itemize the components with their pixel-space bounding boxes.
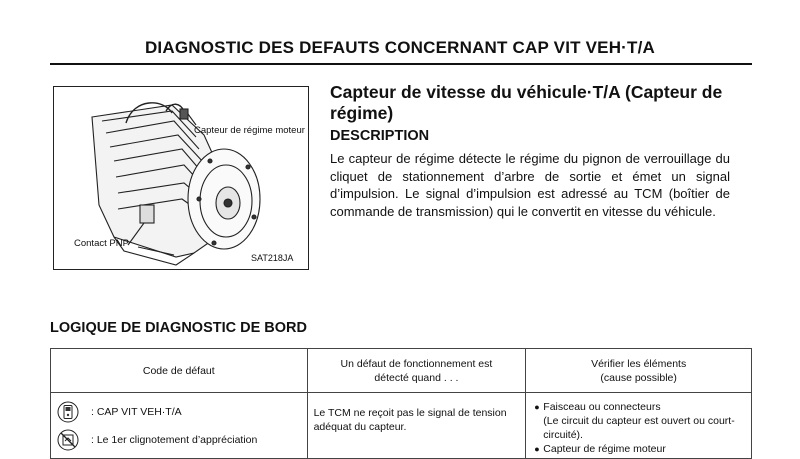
detected-cell (307, 393, 526, 459)
page-title: DIAGNOSTIC DES DEFAUTS CONCERNANT CAP VIT VEH·T/A (144, 38, 656, 57)
header-check-line1: Vérifier les éléments (591, 357, 687, 370)
description-text: Le capteur de régime détecte le régime du pignon de verrouillage du cliquet de stationnement d’arbre de sortie et émet un signal d’impulsion. Le signal d’impulsion est adressé au TCM (boîtier de commande de transmission) qui le convertit en vitesse du véhicule. (330, 151, 730, 219)
diagnostic-table (50, 348, 752, 459)
section-heading: Capteur de vitesse du véhicule·T/A (Capteur de régime) (330, 82, 723, 123)
figure-reference: SAT218JA (251, 253, 294, 263)
bullet-icon: ● (534, 402, 540, 412)
check-item-harness-detail: (Le circuit du capteur est ouvert ou court-circuité). (543, 415, 735, 441)
detected-text: Le TCM ne reçoit pas le signal de tension adéquat du capteur. (313, 407, 507, 433)
title-divider (50, 63, 752, 65)
code-cell (51, 393, 308, 459)
table-header-row (51, 349, 752, 393)
header-check-line2: (cause possible) (600, 371, 677, 384)
header-code (51, 349, 308, 393)
transmission-illustration (53, 86, 309, 270)
check-item-harness-label: Faisceau ou connecteurs (543, 401, 661, 413)
code-line-consult (57, 401, 182, 423)
check-cell (526, 393, 752, 459)
header-detected-line1: Un défaut de fonctionnement est (340, 357, 493, 370)
table-row (51, 393, 752, 459)
check-item-harness (534, 400, 745, 414)
header-check (526, 349, 752, 393)
code-text-selfdiag: : Le 1er clignotement d’appréciation (91, 434, 258, 446)
header-code-label: Code de défaut (142, 364, 215, 377)
consult-tool-icon (57, 401, 79, 423)
header-detected (307, 349, 526, 393)
pnp-switch-label: Contact PNP (74, 238, 129, 249)
logic-heading: LOGIQUE DE DIAGNOSTIC DE BORD (50, 320, 307, 336)
code-line-selfdiag (57, 429, 257, 451)
bullet-icon: ● (534, 444, 540, 454)
check-item-sensor-label: Capteur de régime moteur (543, 443, 666, 455)
speed-sensor-label: Capteur de régime moteur (194, 125, 305, 136)
description-heading: DESCRIPTION (330, 128, 430, 144)
header-detected-line2: détecté quand . . . (374, 371, 459, 384)
check-item-sensor (534, 442, 745, 456)
no-tools-icon (57, 429, 79, 451)
code-text-consult: : CAP VIT VEH·T/A (91, 406, 182, 418)
